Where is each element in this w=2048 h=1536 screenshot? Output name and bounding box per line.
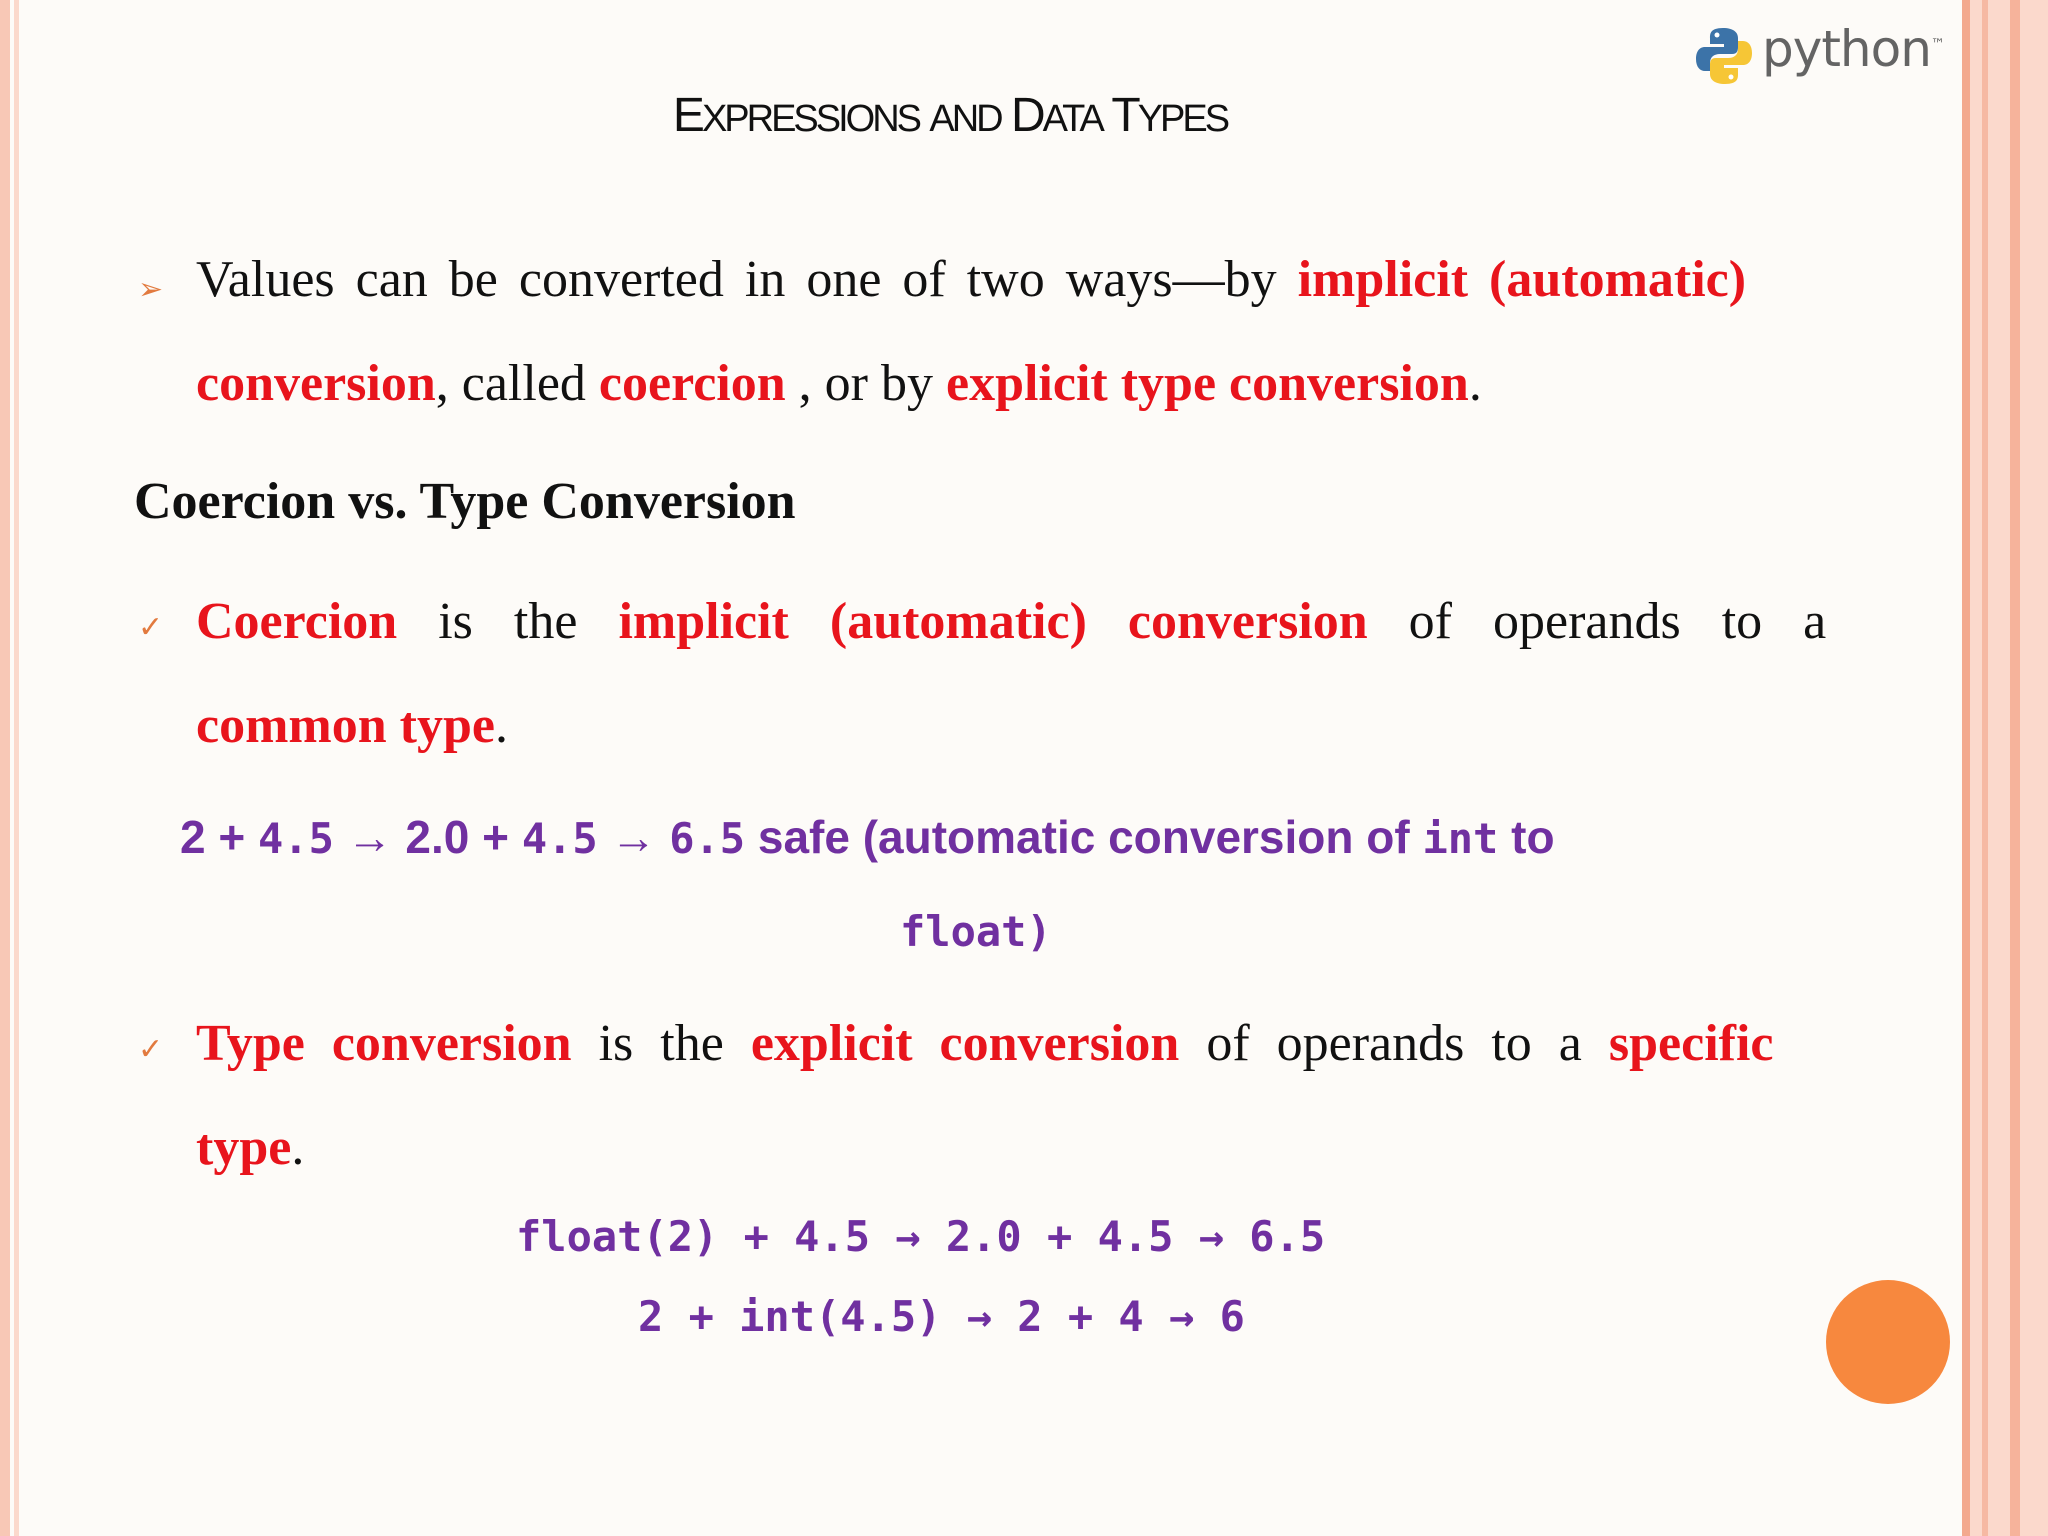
slide-title: EXPRESSIONS AND DATA TYPES xyxy=(672,89,1228,142)
right-border xyxy=(1962,0,2048,1536)
orange-circle-decoration xyxy=(1826,1280,1950,1404)
python-logo xyxy=(1696,20,1944,90)
arrow-bullet-icon: ➢ xyxy=(138,273,164,306)
type-conversion-example-line2: 2 + int(4.5) → 2 + 4 → 6 xyxy=(638,1292,1245,1341)
coercion-example-line2: float) xyxy=(900,907,1052,956)
left-border-stripe xyxy=(14,0,19,1536)
bullet2-line2: common type. xyxy=(196,697,508,754)
type-conversion-example-line1: float(2) + 4.5 → 2.0 + 4.5 → 6.5 xyxy=(516,1212,1326,1261)
right-border-stripe xyxy=(1982,0,1988,1536)
bullet3-line1: Type conversion is the explicit conversion of operands to a specific xyxy=(196,1015,1774,1072)
bullet1-line1: Values can be converted in one of two ways—by implicit (automatic) xyxy=(196,251,1747,308)
section-heading: Coercion vs. Type Conversion xyxy=(134,473,796,530)
right-border-stripe-outer xyxy=(2010,0,2020,1536)
right-border-inner xyxy=(1962,0,1970,1536)
python-snake-icon xyxy=(1696,26,1752,86)
left-border xyxy=(0,0,10,1536)
coercion-example-line1: 2 + 4.5 → 2.0 + 4.5 → 6.5 safe (automatic conversion of int to xyxy=(180,811,1555,863)
bullet2-line1: Coercion is the implicit (automatic) conversion of operands to a xyxy=(196,593,1827,650)
python-wordmark: python™ xyxy=(1762,20,1944,78)
bullet1-line2: conversion, called coercion , or by explicit type conversion. xyxy=(196,355,1482,412)
bullet3-line2: type. xyxy=(196,1119,305,1176)
checkmark-bullet-icon: ✓ xyxy=(138,611,164,644)
checkmark-bullet-icon: ✓ xyxy=(138,1033,164,1066)
